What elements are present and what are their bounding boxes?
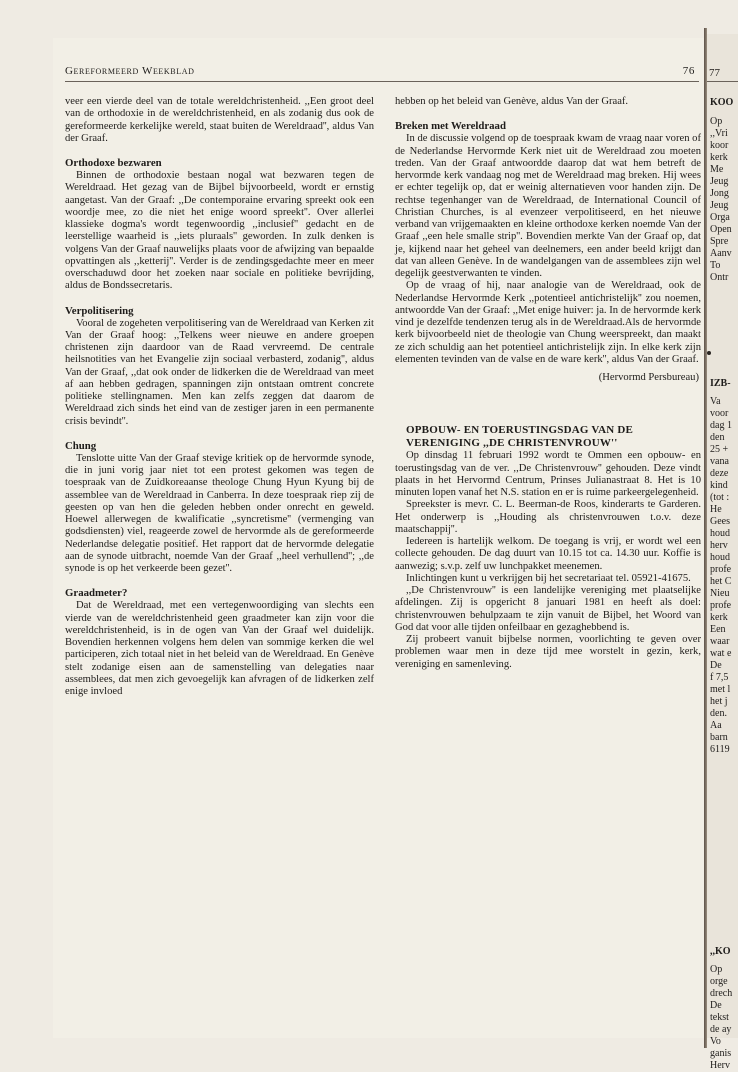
adjacent-line-fragment: 25 + bbox=[710, 444, 729, 455]
adjacent-line-fragment: Open bbox=[710, 224, 732, 235]
section-heading-verpolitisering: Verpolitisering bbox=[65, 304, 134, 317]
section-paragraph: Binnen de orthodoxie bestaan nogal wat bezwaren tegen de Wereldraad. Het gezag van de Bijbel bijvoorbeeld, wordt er ernstig aangetast. Van der Graaf: ,,De contemporaine ervaring spreekt ook een woordje mee, zo die niet het enige woord spreekt''. Over allerlei klassieke dogma's wordt tegenwoordig ,,inclusief'' gedacht en de leerstellige waarheid is ,,iets pluraals'' geworden. In zulk denken is volgens Van der Graaf nauwelijks plaats voor de afwijzing van bepaalde opvattingen als ,,ketterij''. Verder is de zendingsgedachte meer en meer overschaduwd door het zoeken naar sociale en politieke bevrijding, aldus de Bondssecretaris. bbox=[65, 170, 374, 292]
adjacent-heading-3: ,,KO bbox=[710, 946, 731, 957]
adjacent-section-3 bbox=[710, 964, 732, 1072]
adjacent-line-fragment: tekst bbox=[710, 1012, 729, 1023]
adjacent-line-fragment: het j bbox=[710, 696, 728, 707]
adjacent-line-fragment: Een bbox=[710, 624, 726, 635]
adjacent-line-fragment: koor bbox=[710, 140, 729, 151]
adjacent-line-fragment: Jeug bbox=[710, 176, 729, 187]
adjacent-line-fragment: Vo bbox=[710, 1036, 721, 1047]
section-paragraph: Vooral de zogeheten verpolitisering van de Wereldraad van Kerken zit Van der Graaf hoog: ,,Telkens weer nieuwe en andere groepen christenen zijn daardoor van de Raad vervreemd. De centrale heilsnotities van het Evangelie zijn sociaal verbasterd, zodanig'', aldus Van der Graaf, ,,dat ook onder de lidkerken die de Wereldraad van meet af aan hebben gedragen, spanningen zijn ontstaan omtrent concrete politieke stellingnamen. Men kan zelfs zeggen dat daarom de Wereldraad zich sinds het eind van de zestiger jaren in een permanente crisis bevindt''. bbox=[65, 317, 374, 427]
section-heading-graadmeter: Graadmeter? bbox=[65, 587, 128, 600]
adjacent-line-fragment: Va bbox=[710, 396, 721, 407]
adjacent-line-fragment: vana bbox=[710, 456, 729, 467]
adjacent-line-fragment: De bbox=[710, 660, 722, 671]
adjacent-line-fragment: voor bbox=[710, 408, 729, 419]
adjacent-line-fragment: kerk bbox=[710, 152, 728, 163]
adjacent-line-fragment: Orga bbox=[710, 212, 730, 223]
adjacent-line-fragment: Aa bbox=[710, 720, 722, 731]
intro-paragraph: veer een vierde deel van de totale wereldchristenheid. ,,Een groot deel van de orthodoxie in de wereldchristenheid, en als zodanig dus ook de gereformeerde kerkelijke wereld, staat buiten de Wereldraad'', aldus Van der Graaf. bbox=[65, 96, 374, 144]
adjacent-line-fragment: ganis bbox=[710, 1048, 732, 1059]
adjacent-page-number: 77 bbox=[709, 67, 720, 79]
adjacent-line-fragment: barn bbox=[710, 732, 728, 743]
article-paragraph: Iedereen is hartelijk welkom. De toegang is vrij, er wordt wel een collecte gehouden. De dag duurt van 10.15 tot ca. 14.30 uur. Koffie is aanwezig; s.v.p. zelf uw lunchpakket meenemen. bbox=[395, 536, 701, 572]
adjacent-line-fragment: De bbox=[710, 1000, 722, 1011]
adjacent-line-fragment: kerk bbox=[710, 612, 728, 623]
adjacent-line-fragment: Herv bbox=[710, 1060, 730, 1071]
magazine-title: Gereformeerd Weekblad bbox=[65, 65, 195, 77]
adjacent-line-fragment: Jeug bbox=[710, 200, 729, 211]
article-title-line-1: OPBOUW- EN TOERUSTINGSDAG VAN DE bbox=[406, 424, 634, 437]
article-paragraph: ,,De Christenvrouw'' is een landelijke vereniging met plaatselijke afdelingen. Zij is opgericht 8 januari 1981 en heeft als doel: christenvrouwen behulpzaam te zijn vanuit de Bijbel, het Woord van God dat voor alle tijden onfeilbaar en gezaghebbend is. bbox=[395, 585, 701, 633]
article-paragraph: Op dinsdag 11 februari 1992 wordt te Ommen een opbouw- en toerustingsdag van de ver. ,,De Christenvrouw'' gehouden. Deze vindt plaats in het Hervormd Centrum, Prinses Julianastraat 8. Het is 10 minuten lopen vanaf het N.S. station en er is ruime parkeergelegenheid. bbox=[395, 450, 701, 498]
section-paragraph: In de discussie volgend op de toespraak kwam de vraag naar voren of de Nederlandse Hervormde Kerk niet uit de Wereldraad zou moeten treden. Van der Graaf antwoordde daarop dat wat hem betreft de hervormde kerk vandaag nog met de Wereldraad mag breken. Hij wees er echter tegelijk op, dat er weinig alternatieven voor handen zijn. De rechtse tegenhanger van de Wereldraad, de International Council of Christian Churches, is al evenzeer verpolitiseerd, en het nieuwe verband van vrijgemaakten en kleine orthodoxe kerken noemde Van der Graaf ,,een hele smalle strip''. Bovendien merkte Van der Graaf op, dat je, kijkend naar het geheel van deelnemers, een ander beeld krijgt dan dat van alleen Genève. In de wandelgangen van de assemblees zijn wel degelijk geestverwanten te vinden. bbox=[395, 133, 701, 279]
adjacent-line-fragment: Aanv bbox=[710, 248, 732, 259]
adjacent-line-fragment: orge bbox=[710, 976, 728, 987]
adjacent-line-fragment: Me bbox=[710, 164, 724, 175]
adjacent-line-fragment: het C bbox=[710, 576, 732, 587]
adjacent-line-fragment: den bbox=[710, 432, 725, 443]
press-signature: (Hervormd Persbureau) bbox=[598, 372, 699, 383]
adjacent-heading-2: IZB- bbox=[710, 378, 731, 389]
adjacent-line-fragment: wat e bbox=[710, 648, 732, 659]
adjacent-line-fragment: Ontr bbox=[710, 272, 729, 283]
right-column bbox=[395, 96, 701, 671]
section-paragraph: Dat de Wereldraad, met een vertegenwoordiging van slechts een vierde van de wereldchristenheid geen graadmeter kan zijn voor die wereldchristenheid, is in de ogen van Van der Graaf wel duidelijk. Bovendien herkennen volgens hem delen van sommige kerken die wel participeren, zich totaal niet in het beleid van de Wereldraad. En Genève stelt zodanige eisen aan de samenstelling van delegaties naar assemblees, dat men zich gevoegelijk kan afvragen of de lidkerken zelf enige invloed bbox=[65, 600, 374, 697]
adjacent-line-fragment: ,,Vri bbox=[710, 128, 728, 139]
left-column bbox=[65, 96, 374, 698]
adjacent-line-fragment: Spre bbox=[710, 236, 729, 247]
adjacent-line-fragment: profe bbox=[710, 600, 732, 611]
adjacent-line-fragment: He bbox=[710, 504, 722, 515]
article-paragraph: Inlichtingen kunt u verkrijgen bij het secretariaat tel. 05921-41675. bbox=[406, 572, 691, 584]
adjacent-line-fragment: deze bbox=[710, 468, 729, 479]
section-paragraph: Tenslotte uitte Van der Graaf stevige kritiek op de hervormde synode, die in juni vorig jaar niet tot een protest gekomen was tegen de toespraak van de Zuidkoreaanse theologe Chung Hyun Kyung bij de assemblee van de Wereldraad in Canberra. In deze toespraak riep zij de geesten op van hen die geleden hebben onder onrecht en geweld. Hoewel allerwegen de kwalificatie ,,syncretisme'' (vermenging van godsdiensten) viel, reageerde zowel de hervormde als de gereformeerde Nederlandse delegatie positief. Het rapport dat de hervormde delegatie aan de synode uitbracht, noemde Van der Graaf ,,heel verhullend''; ,,de synode is op het verkeerde been gezet''. bbox=[65, 452, 374, 574]
adjacent-section-2 bbox=[710, 396, 732, 756]
section-heading-breken: Breken met Wereldraad bbox=[395, 120, 506, 133]
adjacent-line-fragment: 6119 bbox=[710, 744, 730, 755]
adjacent-line-fragment: Jong bbox=[710, 188, 729, 199]
section-paragraph: Op de vraag of hij, naar analogie van de Wereldraad, ook de Nederlandse Hervormde Kerk ,,potentieel antichristelijk'' zou noemen, antwoordde Van der Graaf: ,,Met enige huiver: ja. In de hervormde kerk vind je dezelfde tendenzen terug als in de Wereldraad.Als de hervormde kerk bijvoorbeeld niet de theologie van Chung weerspreekt, dan maakt ze zich schuldig aan het potentieel antichristelijk zijn. In elke kerk zijn elementen tevinden van de valse en de ware kerk'', aldus Van der Graaf. bbox=[395, 280, 701, 365]
adjacent-line-fragment: den. bbox=[710, 708, 727, 719]
adjacent-line-fragment: herv bbox=[710, 540, 728, 551]
adjacent-line-fragment: dag 1 bbox=[710, 420, 732, 431]
adjacent-line-fragment: Op bbox=[710, 964, 723, 975]
adjacent-line-fragment: met l bbox=[710, 684, 731, 695]
article-title-line-2: VERENIGING ,,DE CHRISTENVROUW'' bbox=[406, 437, 618, 450]
section-heading-chung: Chung bbox=[65, 439, 97, 452]
adjacent-section-1 bbox=[710, 116, 732, 284]
adjacent-line-fragment: kind bbox=[710, 480, 728, 491]
adjacent-page bbox=[707, 34, 738, 1071]
article-paragraph: Spreekster is mevr. C. L. Beerman-de Roos, kinderarts te Garderen. Het onderwerp is ,,Houding als christenvrouwen t.o.v. deze maatschappij''. bbox=[395, 499, 701, 535]
adjacent-line-fragment: drech bbox=[710, 988, 733, 999]
article-paragraph: Zij probeert vanuit bijbelse normen, voorlichting te geven over problemen waar men in deze tijd mee worstelt in gezin, kerk, vereniging en samenleving. bbox=[395, 634, 701, 670]
adjacent-line-fragment: Op bbox=[710, 116, 723, 127]
adjacent-line-fragment: To bbox=[710, 260, 721, 271]
section-heading-orthodoxe: Orthodoxe bezwaren bbox=[65, 157, 162, 169]
adjacent-line-fragment: Nieu bbox=[710, 588, 730, 599]
continued-paragraph: hebben op het beleid van Genève, aldus Van der Graaf. bbox=[395, 96, 629, 107]
adjacent-header-rule bbox=[707, 81, 738, 82]
adjacent-line-fragment: de ay bbox=[710, 1024, 732, 1035]
adjacent-line-fragment: houd bbox=[710, 552, 730, 563]
adjacent-line-fragment: profe bbox=[710, 564, 732, 575]
adjacent-line-fragment: (tot : bbox=[710, 492, 730, 503]
page-number: 76 bbox=[682, 65, 695, 77]
adjacent-bullet bbox=[707, 351, 711, 355]
adjacent-line-fragment: Gees bbox=[710, 516, 730, 527]
adjacent-line-fragment: waar bbox=[710, 636, 730, 647]
running-header bbox=[65, 64, 699, 82]
adjacent-heading-1: KOO bbox=[710, 97, 734, 108]
adjacent-line-fragment: houd bbox=[710, 528, 730, 539]
adjacent-line-fragment: f 7,5 bbox=[710, 672, 729, 683]
